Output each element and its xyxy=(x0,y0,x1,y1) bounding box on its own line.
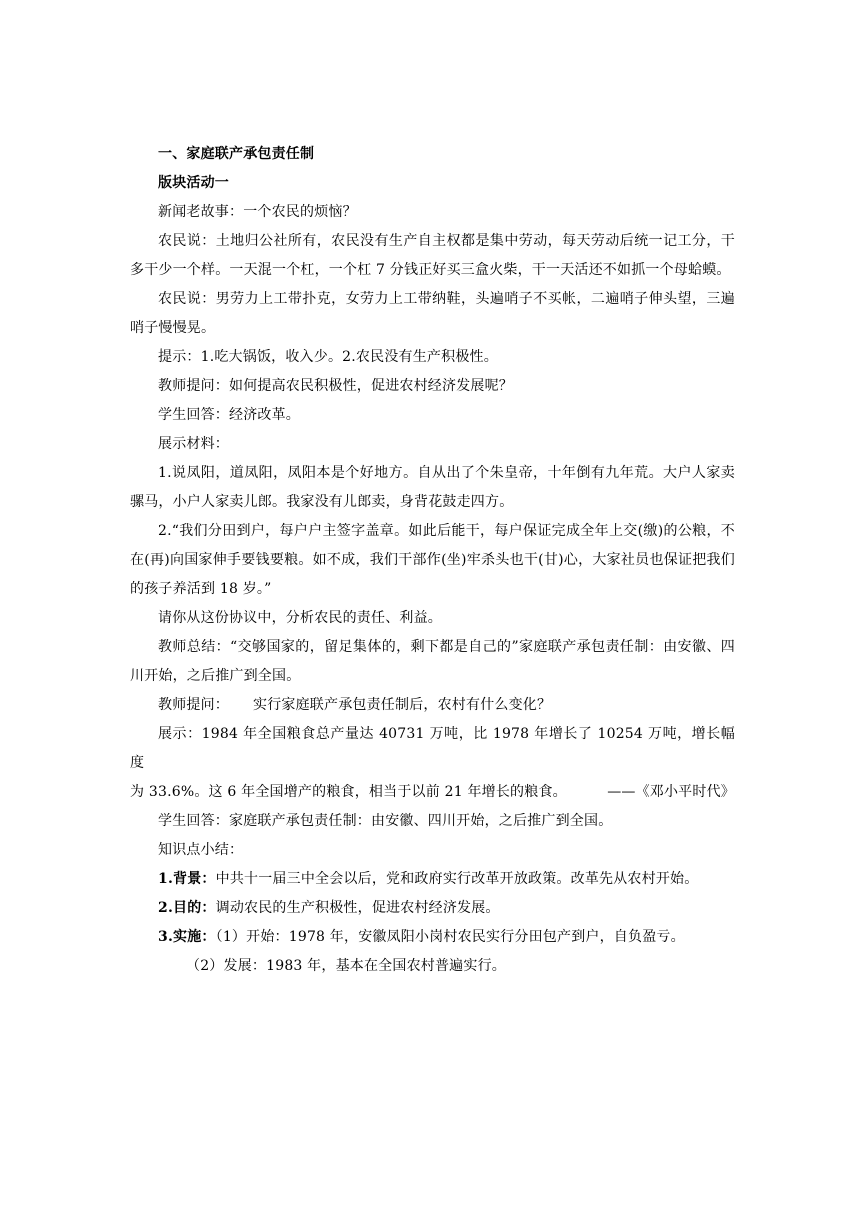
knowledge-background-label: 1.背景： xyxy=(158,871,216,887)
teacher-question-1: 教师提问：如何提高农民积极性，促进农村经济发展呢？ xyxy=(158,378,513,394)
knowledge-background-text: 中共十一届三中全会以后，党和政府实行改革开放政策。改革先从农村开始。 xyxy=(215,871,699,887)
knowledge-background xyxy=(130,865,735,894)
knowledge-implementation-development: （2）发展：1983 年，基本在全国农村普遍实行。 xyxy=(186,958,506,974)
student-answer-1: 学生回答：经济改革。 xyxy=(158,407,300,423)
knowledge-purpose-label: 2.目的： xyxy=(158,900,216,916)
teacher-summary: 教师总结：“交够国家的，留足集体的，剩下都是自己的”家庭联产承包责任制：由安徽、四川开始，之后推广到全国。 xyxy=(130,639,735,684)
knowledge-implementation-label: 3.实施： xyxy=(158,929,216,945)
student-answer-2: 学生回答：家庭联产承包责任制：由安徽、四川开始，之后推广到全国。 xyxy=(158,813,613,829)
farmer-quote-2: 农民说：男劳力上工带扑克，女劳力上工带纳鞋，头遍哨子不买帐，二遍哨子伸头望，三遍哨子慢慢晃。 xyxy=(130,291,735,336)
story-title: 新闻老故事：一个农民的烦恼？ xyxy=(158,204,357,220)
material-2: 2.“我们分田到户，每户户主签字盖章。如此后能干，每户保证完成全年上交(缴)的公粮，不在(再)向国家伸手要钱要粮。如不成，我们干部作(坐)牢杀头也干(甘)心，大家社员也保证把我们的孩子养活到 18 岁。” xyxy=(130,523,735,597)
teacher-question-2-label: 教师提问： xyxy=(158,697,229,713)
section-heading: 一、家庭联产承包责任制 xyxy=(158,146,315,162)
farmer-quote-1: 农民说：土地归公社所有，农民没有生产自主权都是集中劳动，每天劳动后统一记工分，干多干少一个样。一天混一个杠，一个杠 7 分钱正好买三盒火柴，干一天活还不如抓一个母蛤蟆。 xyxy=(130,233,735,278)
activity-subheading: 版块活动一 xyxy=(158,175,229,191)
show-statistics-text: 为 33.6%。这 6 年全国增产的粮食，相当于以前 21 年增长的粮食。 xyxy=(130,784,567,800)
show-material-label: 展示材料： xyxy=(158,436,229,452)
teacher-question-2-text: 实行家庭联产承包责任制后，农村有什么变化？ xyxy=(253,697,552,713)
knowledge-implementation-start: （1）开始：1978 年，安徽凤阳小岗村农民实行分田包产到户，自负盈亏。 xyxy=(215,929,685,945)
show-statistics-line-1: 展示：1984 年全国粮食总产量达 40731 万吨，比 1978 年增长了 10254 万吨，增长幅度 xyxy=(130,726,735,771)
teacher-question-2 xyxy=(130,691,735,720)
document-page xyxy=(130,140,735,981)
show-statistics-source: ——《邓小平时代》 xyxy=(607,784,735,800)
knowledge-summary-label: 知识点小结： xyxy=(158,842,244,858)
knowledge-purpose-text: 调动农民的生产积极性，促进农村经济发展。 xyxy=(215,900,500,916)
analyze-prompt: 请你从这份协议中，分析农民的责任、利益。 xyxy=(158,610,442,626)
hint-paragraph: 提示：1.吃大锅饭，收入少。2.农民没有生产积极性。 xyxy=(158,349,498,365)
material-1: 1.说凤阳，道凤阳，凤阳本是个好地方。自从出了个朱皇帝，十年倒有九年荒。大户人家卖骡马，小户人家卖儿郎。我家没有儿郎卖，身背花鼓走四方。 xyxy=(130,465,735,510)
knowledge-purpose xyxy=(130,894,735,923)
knowledge-implementation xyxy=(130,923,735,952)
show-statistics-line-2 xyxy=(130,778,735,807)
